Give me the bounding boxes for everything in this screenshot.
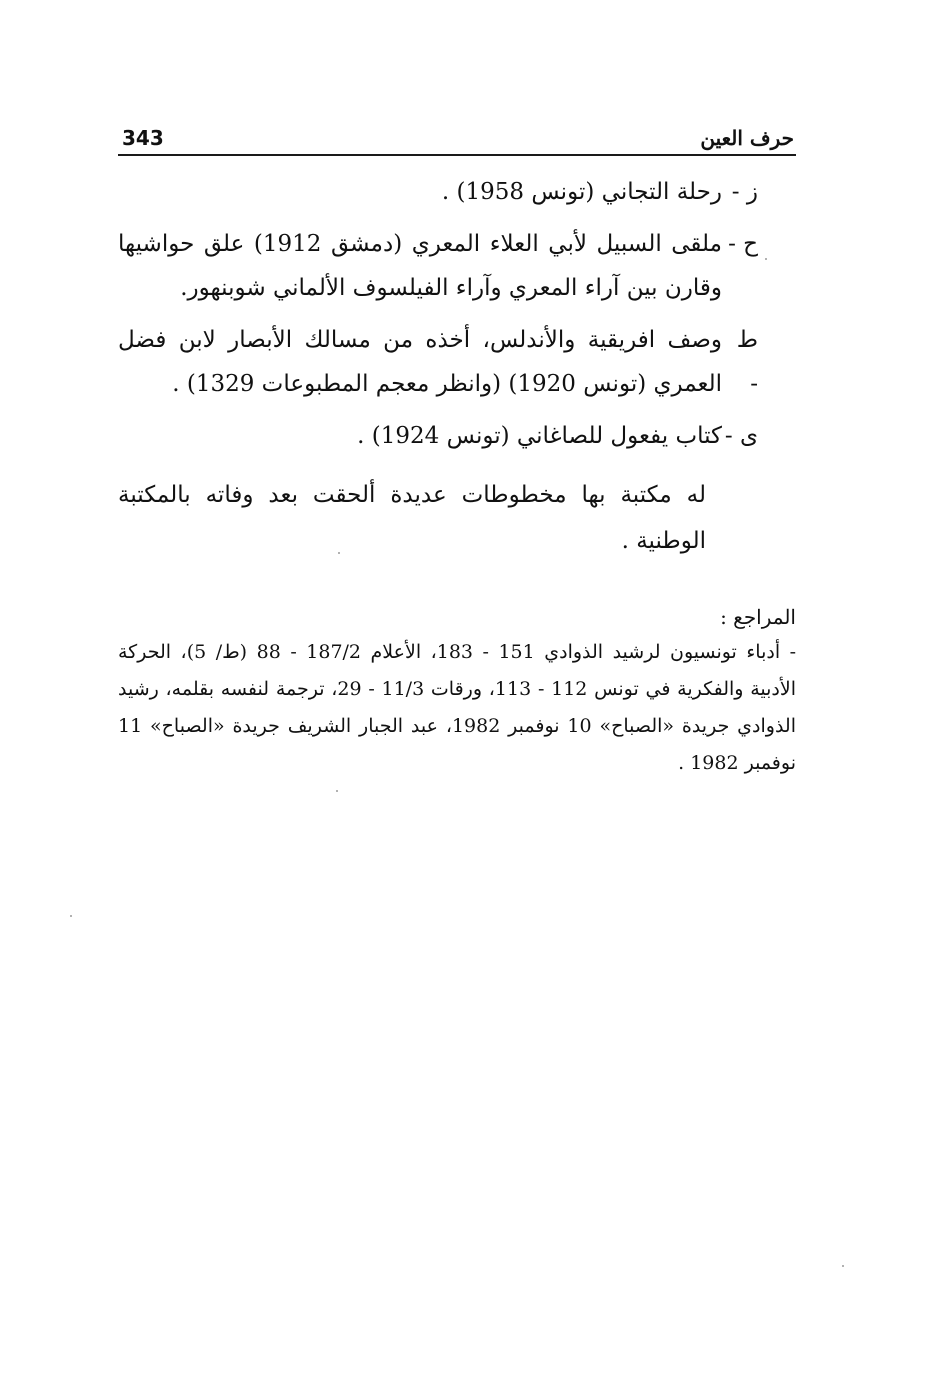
item-letter: ح - — [728, 231, 758, 257]
scan-speck — [70, 915, 72, 917]
scan-speck — [338, 552, 340, 554]
item-text: رحلة التجاني (تونس 1958) . — [441, 179, 722, 205]
running-title: حرف العين — [700, 126, 794, 150]
references-text: - أدباء تونسيون لرشيد الذوادي 151 - 183، الأعلام 187/2 - 88 (ط/ 5)، الحركة الأدبية والفكرية في تونس 112 - 113، ورقات 11/3 - 29، ترجمة لنفسه بقلمه، رشيد الذوادي جريدة «الصباح» 10 نوفمبر 1982، عبد الجبار الشريف جريدة «الصباح» 11 نوفمبر 1982 . — [118, 641, 797, 774]
page-number: 343 — [122, 126, 164, 150]
list-item — [118, 318, 758, 406]
references-section — [118, 600, 796, 782]
item-letter: ط - — [736, 327, 758, 397]
item-text: كتاب يفعول للصاغاني (تونس 1924) . — [357, 423, 722, 449]
library-paragraph: له مكتبة بها مخطوطات عديدة ألحقت بعد وفاته بالمكتبة الوطنية . — [118, 482, 706, 554]
main-content — [118, 170, 758, 564]
item-text: وصف افريقية والأندلس، أخذه من مسالك الأبصار لابن فضل العمري (تونس 1920) (وانظر معجم المطبوعات 1329) . — [118, 327, 722, 397]
item-text: ملقى السبيل لأبي العلاء المعري (دمشق 1912) علق حواشيها وقارن بين آراء المعري وآراء الفيلسوف الألماني شوبنهور. — [118, 231, 722, 301]
scan-speck — [336, 790, 338, 792]
item-letter: ى - — [724, 423, 758, 449]
scan-speck — [765, 258, 767, 260]
scan-speck — [842, 1265, 844, 1267]
item-letter: ز - — [731, 179, 758, 205]
page-header — [118, 118, 796, 156]
references-heading: المراجع : — [720, 605, 796, 629]
list-item — [118, 414, 758, 458]
list-item — [118, 222, 758, 310]
list-item — [118, 170, 758, 214]
